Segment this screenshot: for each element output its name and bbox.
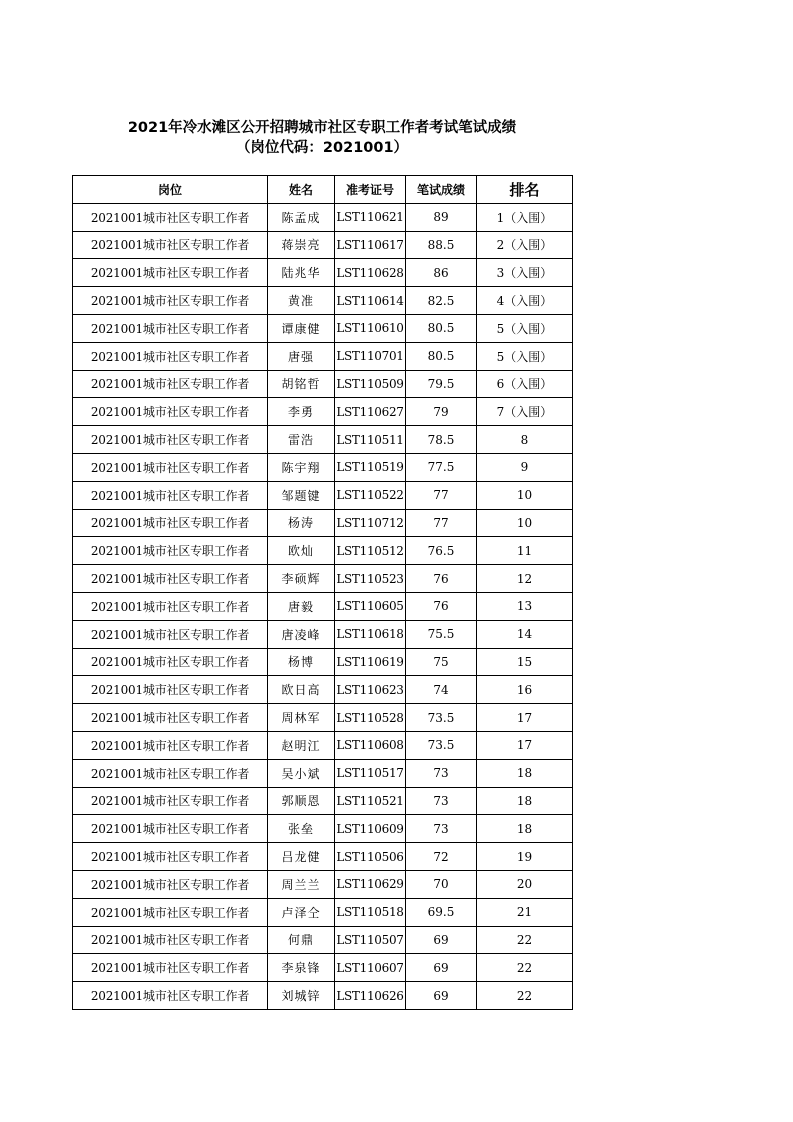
- cell-position: 2021001城市社区专职工作者: [73, 453, 268, 481]
- cell-score: 76: [406, 565, 477, 593]
- cell-score: 73.5: [406, 704, 477, 732]
- cell-name: 谭康健: [268, 314, 335, 342]
- cell-position: 2021001城市社区专职工作者: [73, 231, 268, 259]
- header-position: 岗位: [73, 176, 268, 204]
- cell-rank: 6（入围）: [477, 370, 573, 398]
- cell-score: 72: [406, 843, 477, 871]
- cell-rank: 19: [477, 843, 573, 871]
- cell-score: 69: [406, 926, 477, 954]
- cell-rank: 5（入围）: [477, 314, 573, 342]
- table-row: [73, 342, 573, 370]
- header-name: 姓名: [268, 176, 335, 204]
- table-row: [73, 203, 573, 231]
- cell-ticket: LST110507: [335, 926, 406, 954]
- cell-position: 2021001城市社区专职工作者: [73, 565, 268, 593]
- cell-score: 69.5: [406, 898, 477, 926]
- cell-position: 2021001城市社区专职工作者: [73, 398, 268, 426]
- cell-score: 73: [406, 759, 477, 787]
- cell-ticket: LST110618: [335, 620, 406, 648]
- table-row: [73, 565, 573, 593]
- cell-name: 陆兆华: [268, 259, 335, 287]
- cell-position: 2021001城市社区专职工作者: [73, 982, 268, 1010]
- cell-rank: 17: [477, 704, 573, 732]
- cell-ticket: LST110609: [335, 815, 406, 843]
- cell-position: 2021001城市社区专职工作者: [73, 870, 268, 898]
- cell-ticket: LST110518: [335, 898, 406, 926]
- cell-score: 77: [406, 509, 477, 537]
- cell-rank: 20: [477, 870, 573, 898]
- cell-score: 75: [406, 648, 477, 676]
- cell-name: 邹题键: [268, 481, 335, 509]
- cell-ticket: LST110512: [335, 537, 406, 565]
- document-title: 2021年冷水滩区公开招聘城市社区专职工作者考试笔试成绩: [127, 120, 517, 136]
- cell-score: 89: [406, 203, 477, 231]
- table-row: [73, 954, 573, 982]
- cell-position: 2021001城市社区专职工作者: [73, 537, 268, 565]
- table-row: [73, 426, 573, 454]
- cell-position: 2021001城市社区专职工作者: [73, 592, 268, 620]
- cell-position: 2021001城市社区专职工作者: [73, 648, 268, 676]
- cell-score: 79: [406, 398, 477, 426]
- cell-position: 2021001城市社区专职工作者: [73, 287, 268, 315]
- cell-name: 吴小斌: [268, 759, 335, 787]
- cell-name: 赵明江: [268, 731, 335, 759]
- cell-score: 69: [406, 982, 477, 1010]
- cell-position: 2021001城市社区专职工作者: [73, 620, 268, 648]
- cell-rank: 12: [477, 565, 573, 593]
- cell-name: 欧日高: [268, 676, 335, 704]
- cell-rank: 7（入围）: [477, 398, 573, 426]
- cell-name: 卢泽仝: [268, 898, 335, 926]
- cell-ticket: LST110610: [335, 314, 406, 342]
- cell-ticket: LST110712: [335, 509, 406, 537]
- table-row: [73, 287, 573, 315]
- cell-ticket: LST110627: [335, 398, 406, 426]
- cell-name: 杨涛: [268, 509, 335, 537]
- table-row: [73, 787, 573, 815]
- cell-rank: 5（入围）: [477, 342, 573, 370]
- table-row: [73, 231, 573, 259]
- cell-rank: 22: [477, 926, 573, 954]
- cell-rank: 17: [477, 731, 573, 759]
- table-header-row: [73, 176, 573, 204]
- cell-score: 88.5: [406, 231, 477, 259]
- cell-score: 77.5: [406, 453, 477, 481]
- cell-score: 75.5: [406, 620, 477, 648]
- header-score: 笔试成绩: [406, 176, 477, 204]
- cell-score: 86: [406, 259, 477, 287]
- table-row: [73, 509, 573, 537]
- cell-score: 77: [406, 481, 477, 509]
- table-row: [73, 481, 573, 509]
- table-row: [73, 592, 573, 620]
- cell-rank: 21: [477, 898, 573, 926]
- cell-rank: 22: [477, 982, 573, 1010]
- cell-ticket: LST110701: [335, 342, 406, 370]
- cell-rank: 18: [477, 787, 573, 815]
- cell-name: 张垒: [268, 815, 335, 843]
- cell-rank: 10: [477, 509, 573, 537]
- table-row: [73, 537, 573, 565]
- cell-name: 蒋崇亮: [268, 231, 335, 259]
- cell-name: 欧灿: [268, 537, 335, 565]
- cell-rank: 13: [477, 592, 573, 620]
- cell-ticket: LST110521: [335, 787, 406, 815]
- cell-ticket: LST110519: [335, 453, 406, 481]
- cell-rank: 2（入围）: [477, 231, 573, 259]
- cell-position: 2021001城市社区专职工作者: [73, 259, 268, 287]
- cell-score: 74: [406, 676, 477, 704]
- table-row: [73, 982, 573, 1010]
- cell-name: 周兰兰: [268, 870, 335, 898]
- table-row: [73, 370, 573, 398]
- table-row: [73, 898, 573, 926]
- cell-position: 2021001城市社区专职工作者: [73, 676, 268, 704]
- cell-score: 73.5: [406, 731, 477, 759]
- cell-name: 陈孟成: [268, 203, 335, 231]
- table-row: [73, 731, 573, 759]
- cell-rank: 14: [477, 620, 573, 648]
- cell-name: 刘城锌: [268, 982, 335, 1010]
- cell-ticket: LST110629: [335, 870, 406, 898]
- cell-rank: 4（入围）: [477, 287, 573, 315]
- cell-rank: 22: [477, 954, 573, 982]
- cell-name: 李勇: [268, 398, 335, 426]
- cell-name: 雷浩: [268, 426, 335, 454]
- cell-score: 79.5: [406, 370, 477, 398]
- cell-rank: 8: [477, 426, 573, 454]
- document-subtitle: （岗位代码：2021001）: [235, 140, 409, 156]
- cell-position: 2021001城市社区专职工作者: [73, 815, 268, 843]
- table-row: [73, 815, 573, 843]
- cell-score: 80.5: [406, 342, 477, 370]
- cell-score: 82.5: [406, 287, 477, 315]
- cell-name: 陈宇翔: [268, 453, 335, 481]
- table-row: [73, 704, 573, 732]
- table-row: [73, 453, 573, 481]
- table-row: [73, 926, 573, 954]
- table-row: [73, 648, 573, 676]
- cell-name: 唐凌峰: [268, 620, 335, 648]
- table-body: [73, 203, 573, 1009]
- cell-name: 杨博: [268, 648, 335, 676]
- cell-position: 2021001城市社区专职工作者: [73, 342, 268, 370]
- cell-ticket: LST110617: [335, 231, 406, 259]
- cell-ticket: LST110511: [335, 426, 406, 454]
- cell-position: 2021001城市社区专职工作者: [73, 926, 268, 954]
- cell-rank: 16: [477, 676, 573, 704]
- cell-ticket: LST110509: [335, 370, 406, 398]
- cell-name: 何鼎: [268, 926, 335, 954]
- cell-score: 69: [406, 954, 477, 982]
- scores-table: [72, 175, 573, 1010]
- cell-name: 胡铭哲: [268, 370, 335, 398]
- cell-rank: 1（入围）: [477, 203, 573, 231]
- cell-position: 2021001城市社区专职工作者: [73, 843, 268, 871]
- cell-rank: 11: [477, 537, 573, 565]
- cell-position: 2021001城市社区专职工作者: [73, 203, 268, 231]
- cell-ticket: LST110619: [335, 648, 406, 676]
- cell-score: 78.5: [406, 426, 477, 454]
- table-row: [73, 870, 573, 898]
- table-row: [73, 620, 573, 648]
- cell-ticket: LST110626: [335, 982, 406, 1010]
- header-rank: 排名: [477, 176, 573, 204]
- table-row: [73, 759, 573, 787]
- cell-name: 周林军: [268, 704, 335, 732]
- table-row: [73, 398, 573, 426]
- cell-ticket: LST110628: [335, 259, 406, 287]
- cell-rank: 18: [477, 759, 573, 787]
- cell-position: 2021001城市社区专职工作者: [73, 731, 268, 759]
- cell-position: 2021001城市社区专职工作者: [73, 898, 268, 926]
- cell-rank: 18: [477, 815, 573, 843]
- cell-name: 唐强: [268, 342, 335, 370]
- cell-ticket: LST110506: [335, 843, 406, 871]
- cell-position: 2021001城市社区专职工作者: [73, 370, 268, 398]
- table-row: [73, 676, 573, 704]
- cell-ticket: LST110528: [335, 704, 406, 732]
- cell-name: 唐毅: [268, 592, 335, 620]
- cell-rank: 10: [477, 481, 573, 509]
- cell-position: 2021001城市社区专职工作者: [73, 787, 268, 815]
- cell-rank: 3（入围）: [477, 259, 573, 287]
- cell-rank: 15: [477, 648, 573, 676]
- cell-position: 2021001城市社区专职工作者: [73, 704, 268, 732]
- cell-score: 73: [406, 787, 477, 815]
- cell-score: 70: [406, 870, 477, 898]
- table-row: [73, 314, 573, 342]
- header-ticket: 准考证号: [335, 176, 406, 204]
- cell-ticket: LST110614: [335, 287, 406, 315]
- cell-name: 郭顺恩: [268, 787, 335, 815]
- cell-ticket: LST110522: [335, 481, 406, 509]
- cell-position: 2021001城市社区专职工作者: [73, 426, 268, 454]
- cell-score: 76.5: [406, 537, 477, 565]
- cell-rank: 9: [477, 453, 573, 481]
- table-row: [73, 843, 573, 871]
- cell-position: 2021001城市社区专职工作者: [73, 954, 268, 982]
- table-row: [73, 259, 573, 287]
- cell-score: 76: [406, 592, 477, 620]
- cell-ticket: LST110523: [335, 565, 406, 593]
- cell-name: 李泉锋: [268, 954, 335, 982]
- cell-ticket: LST110621: [335, 203, 406, 231]
- cell-ticket: LST110623: [335, 676, 406, 704]
- cell-score: 73: [406, 815, 477, 843]
- cell-ticket: LST110605: [335, 592, 406, 620]
- cell-position: 2021001城市社区专职工作者: [73, 481, 268, 509]
- cell-score: 80.5: [406, 314, 477, 342]
- cell-position: 2021001城市社区专职工作者: [73, 314, 268, 342]
- cell-ticket: LST110608: [335, 731, 406, 759]
- cell-position: 2021001城市社区专职工作者: [73, 759, 268, 787]
- cell-ticket: LST110607: [335, 954, 406, 982]
- cell-position: 2021001城市社区专职工作者: [73, 509, 268, 537]
- cell-name: 黄准: [268, 287, 335, 315]
- cell-name: 吕龙健: [268, 843, 335, 871]
- cell-ticket: LST110517: [335, 759, 406, 787]
- cell-name: 李硕辉: [268, 565, 335, 593]
